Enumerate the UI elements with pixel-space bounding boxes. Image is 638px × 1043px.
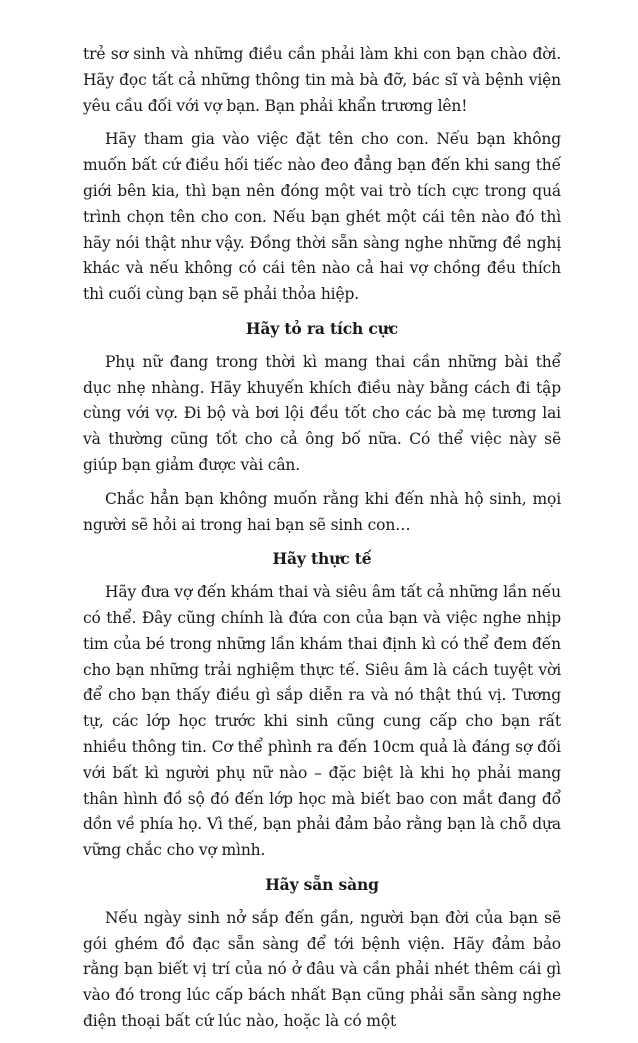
page-content [83,42,561,1043]
paragraph-naming: Hãy tham gia vào việc đặt tên cho con. Nếu bạn không muốn bất cứ điều hối tiếc nào đeo đẳng bạn đến khi sang thế giới bên kia, thì bạn nên đóng một vai trò tích cực trong quá trình chọn tên cho con. Nếu bạn ghét một cái tên nào đó thì hãy nói thật như vậy. Đồng thời sẵn sàng nghe những đề nghị khác và nếu không có cái tên nào cả hai vợ chồng đều thích thì cuối cùng bạn sẽ phải thỏa hiệp. [83,130,561,304]
paragraph-continued: trẻ sơ sinh và những điều cần phải làm khi con bạn chào đời. Hãy đọc tất cả những thông tin mà bà đỡ, bác sĩ và bệnh viện yêu cầu đối với vợ bạn. Bạn phải khẩn trương lên! [83,45,561,115]
section-heading-ready: Hãy sẵn sàng [265,874,379,894]
paragraph-exercise: Phụ nữ đang trong thời kì mang thai cần những bài thể dục nhẹ nhàng. Hãy khuyến khích điều này bằng cách đi tập cùng với vợ. Đi bộ và bơi lội đều tốt cho các bà mẹ tương lai và thường cũng tốt cho cả ông bố nữa. Có thể việc này sẽ giúp bạn giảm được vài cân. [83,352,561,474]
paragraph-preparation: Nếu ngày sinh nở sắp đến gần, người bạn đời của bạn sẽ gói ghém đồ đạc sẵn sàng để tới bệnh viện. Hãy đảm bảo rằng bạn biết vị trí của nó ở đâu và cần phải nhét thêm cái gì vào đó trong lúc cấp bách nhất Bạn cũng phải sẵn sàng nghe điện thoại bất cứ lúc nào, hoặc là có một [83,908,561,1030]
section-heading-positive: Hãy tỏ ra tích cực [245,318,399,338]
section-heading-realistic: Hãy thực tế [272,549,372,569]
paragraph-maternity: Chắc hẳn bạn không muốn rằng khi đến nhà hộ sinh, mọi người sẽ hỏi ai trong hai bạn sẽ sinh con… [83,489,561,534]
paragraph-checkups: Hãy đưa vợ đến khám thai và siêu âm tất cả những lần nếu có thể. Đây cũng chính là đứa con của bạn và việc nghe nhịp tim của bé trong những lần khám thai định kì có thể đem đến cho bạn những trải nghiệm thực tế. Siêu âm là cách tuyệt vời để cho bạn thấy điều gì sắp diễn ra và nó thật thú vị. Tương tự, các lớp học trước khi sinh cũng cung cấp cho bạn rất nhiều thông tin. Cơ thể phình ra đến 10cm quả là đáng sợ đối với bất kì người phụ nữ nào – đặc biệt là khi họ phải mang thân hình đồ sộ đó đến lớp học mà biết bao con mắt đang đổ dồn về phía họ. Vì thế, bạn phải đảm bảo rằng bạn là chỗ dựa vững chắc cho vợ mình. [83,583,561,860]
